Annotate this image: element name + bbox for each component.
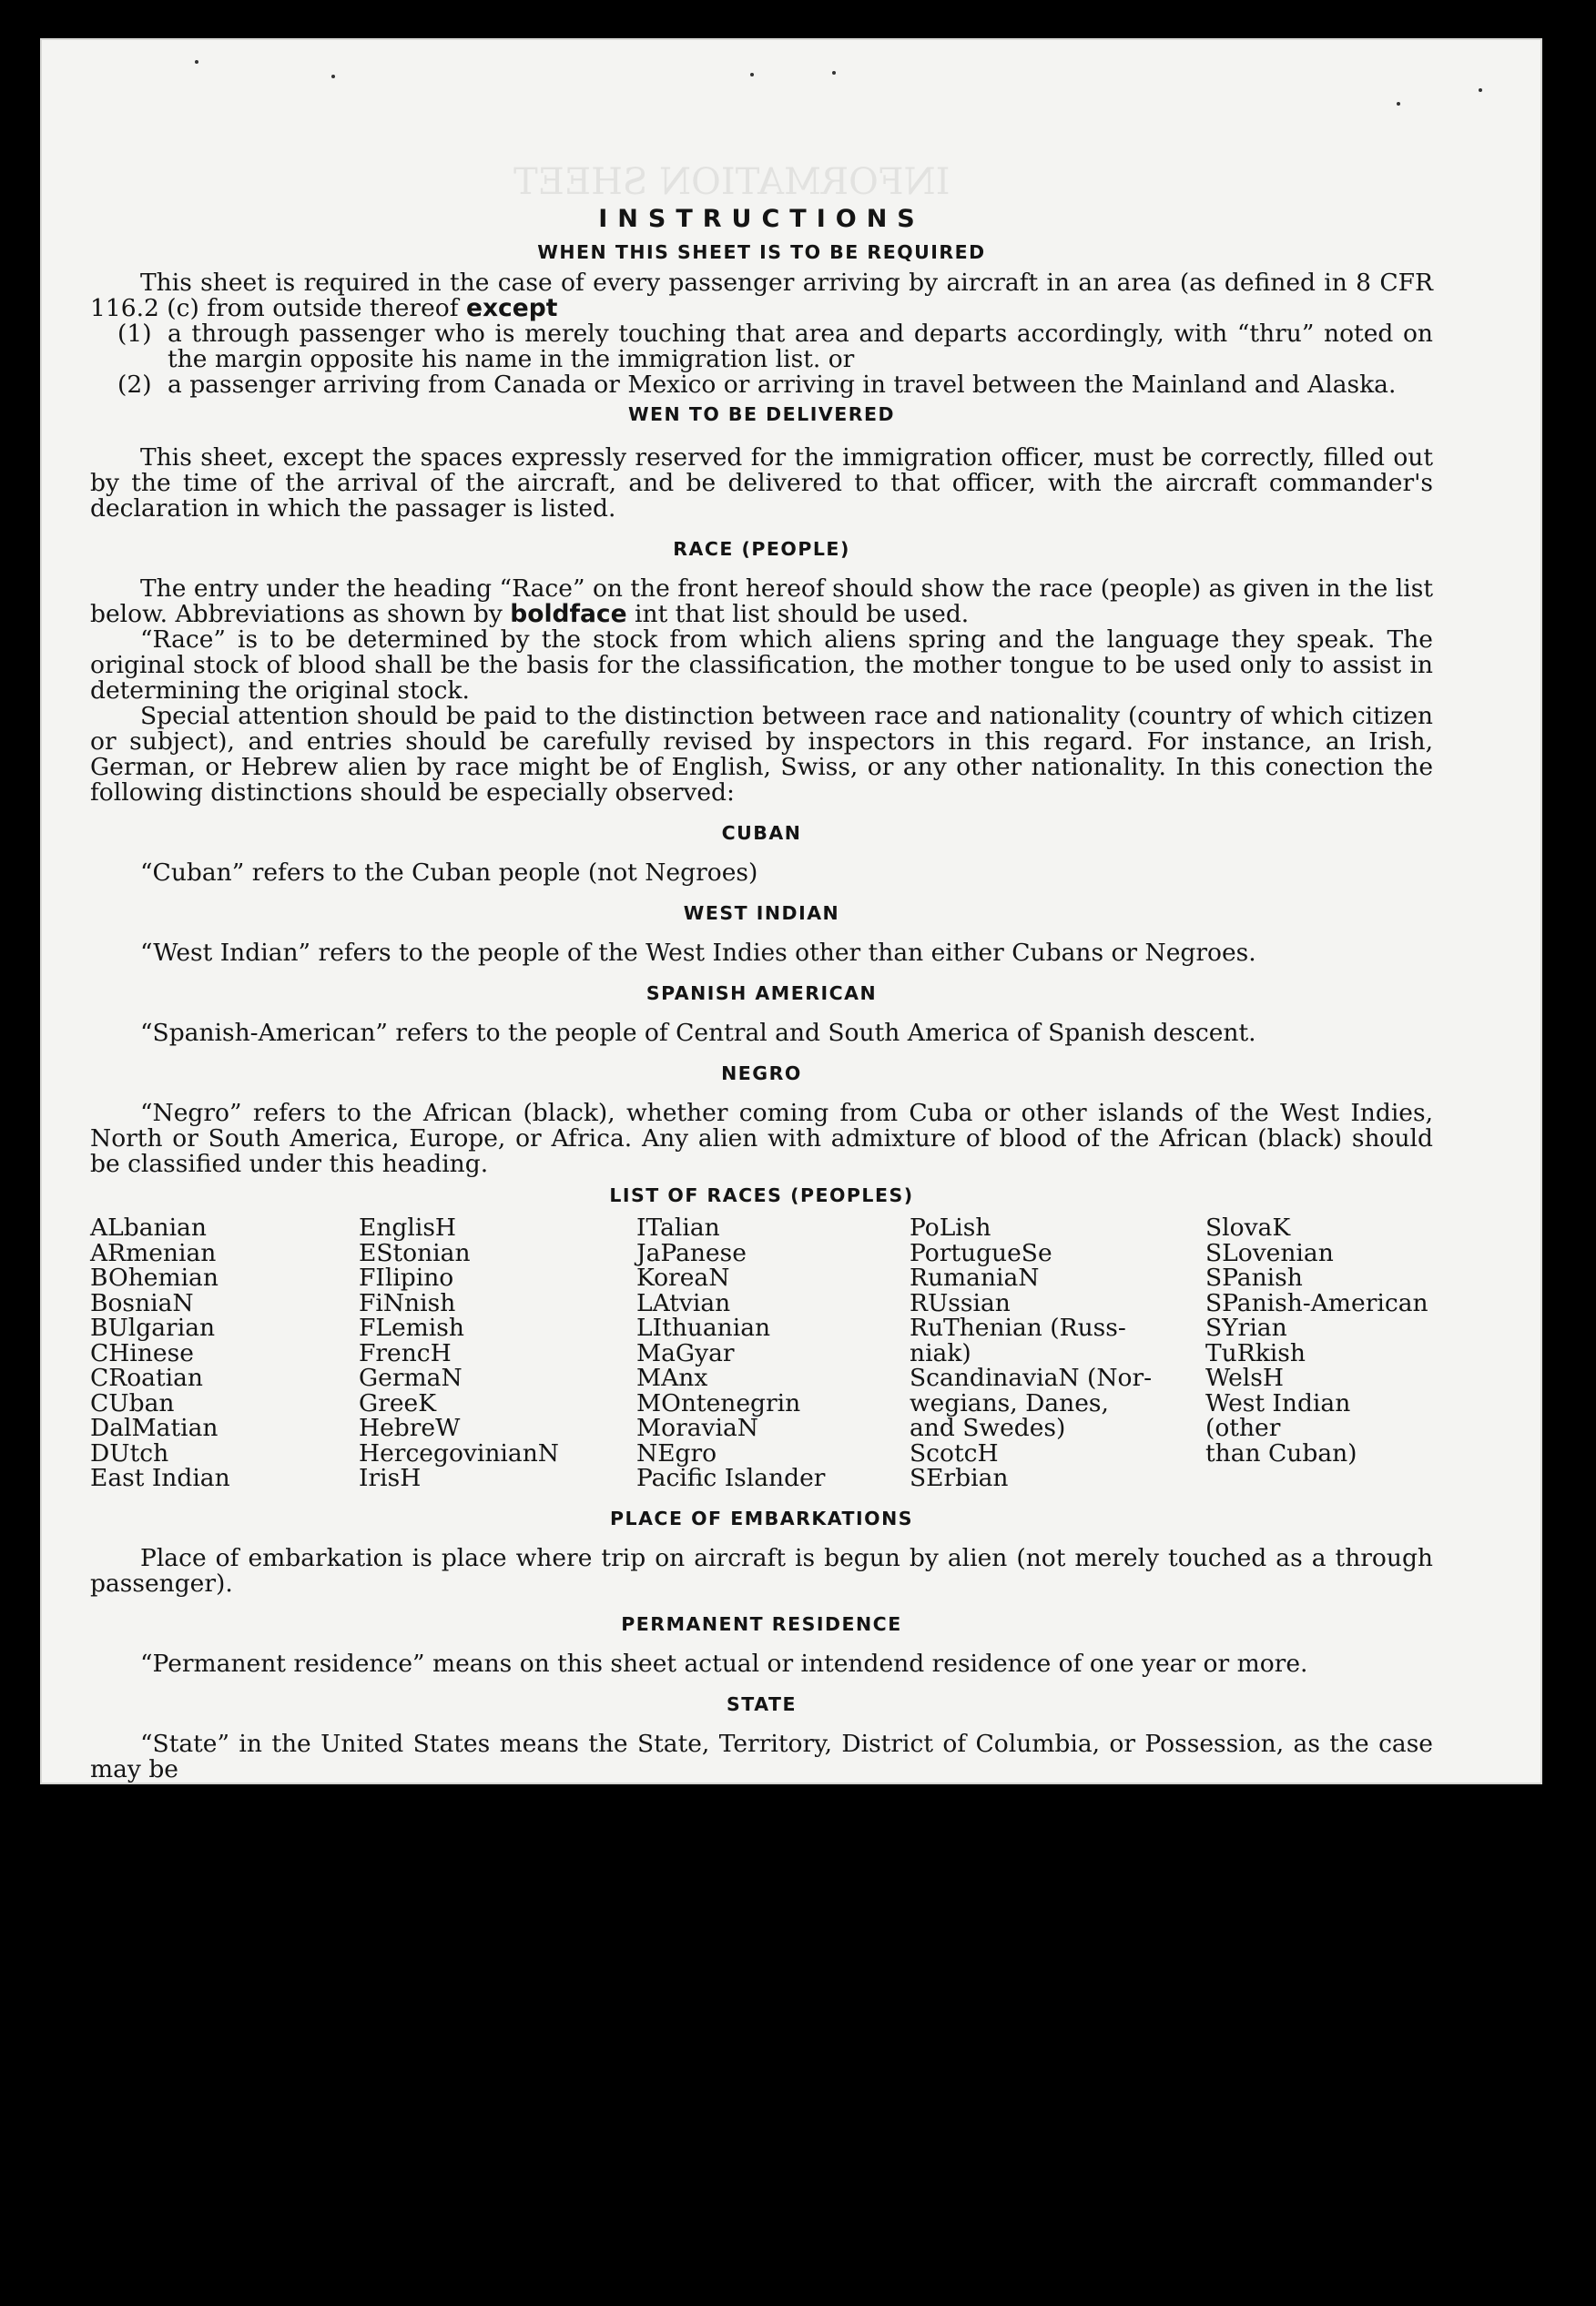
heading-state: STATE — [727, 1692, 797, 1715]
race-entry: SErbian — [910, 1464, 1009, 1492]
bleed-through-title: INFORMATION SHEET — [513, 161, 950, 203]
race-entry: LIthuanian — [636, 1314, 771, 1342]
race-entry: GreeK — [359, 1388, 436, 1417]
race-p1-text-end: int that list should be used. — [635, 600, 970, 628]
race-entry: CHinese — [90, 1338, 194, 1367]
speck — [1479, 88, 1482, 92]
races-column-2 — [359, 1215, 636, 1491]
heading-permanent-residence: PERMANENT RESIDENCE — [621, 1612, 902, 1635]
race-entry: NEgro — [636, 1438, 717, 1468]
heading-spanish-american: SPANISH AMERICAN — [646, 982, 878, 1004]
race-entry: ITalian — [636, 1214, 720, 1242]
west-indian-text: “West Indian” refers to the people of the West Indies other than either Cubans or Negroes. — [140, 939, 1256, 967]
speck — [750, 73, 754, 76]
race-entry: CUban — [90, 1388, 175, 1417]
races-column-1 — [90, 1215, 359, 1491]
races-column-5 — [1205, 1215, 1433, 1491]
required-intro-bold: except — [465, 294, 558, 322]
race-entry: EStonian — [359, 1238, 471, 1267]
race-entry: MOntenegrin — [636, 1388, 801, 1417]
heading-list-of-races: LIST OF RACES (PEOPLES) — [609, 1184, 914, 1206]
race-paragraph-3: Special attention should be paid to the distinction between race and nationality (country of which citizen or subject), and entries should be carefully revised by inspectors in this regard. For instance, an Irish, German, or Hebrew alien by race might be of English, Swiss, or any other nationality. In this conection the following distinctions should be especially observed: — [90, 702, 1433, 807]
state-text: “State” in the United States means the State, Territory, District of Columbia, or Possession, as the case may be — [90, 1729, 1433, 1783]
required-intro-text: This sheet is required in the case of every passenger arriving by aircraft in an area (as defined in 8 CFR 116.2 (c) from outside thereof — [90, 269, 1433, 322]
document-page — [40, 38, 1542, 1784]
race-entry: MoraviaN — [636, 1414, 758, 1442]
race-entry: RumaniaN — [910, 1264, 1040, 1292]
heading-race: RACE (PEOPLE) — [673, 538, 850, 560]
instructions-content — [90, 170, 1433, 1783]
race-entry: ScandinaviaN (Nor- wegians, Danes, and Swedes) — [910, 1364, 1153, 1442]
race-entry: HercegovinianN — [359, 1438, 559, 1468]
item-number: (1) — [117, 320, 152, 348]
races-table — [90, 1215, 1433, 1491]
race-entry: Pacific Islander — [636, 1464, 826, 1492]
race-entry: West Indian (other than Cuban) — [1205, 1388, 1357, 1468]
race-entry: RUssian — [910, 1288, 1011, 1317]
race-entry: TuRkish — [1205, 1338, 1306, 1367]
page-title: INSTRUCTIONS — [598, 205, 925, 233]
cuban-text: “Cuban” refers to the Cuban people (not Negroes) — [140, 858, 758, 887]
heading-negro: NEGRO — [721, 1062, 802, 1084]
speck — [331, 75, 335, 78]
speck — [1397, 102, 1400, 106]
item-number: (2) — [117, 371, 152, 399]
race-entry: SLovenian — [1205, 1238, 1334, 1267]
race-entry: PoLish — [910, 1214, 991, 1242]
race-entry: GermaN — [359, 1364, 463, 1392]
residence-text: “Permanent residence” means on this sheet actual or intendend residence of one year or more. — [140, 1649, 1308, 1678]
race-entry: FLemish — [359, 1314, 464, 1342]
race-p1-bold: boldface — [510, 600, 627, 628]
list-item — [117, 321, 1433, 372]
race-entry: MaGyar — [636, 1338, 735, 1367]
item-text: a passenger arriving from Canada or Mexico or arriving in travel between the Mainland and Alaska. — [168, 371, 1397, 399]
race-entry: LAtvian — [636, 1288, 731, 1317]
race-entry: BosniaN — [90, 1288, 194, 1317]
list-item — [117, 372, 1433, 398]
race-entry: WelsH — [1205, 1364, 1284, 1392]
race-entry: DalMatian — [90, 1414, 219, 1442]
race-entry: IrisH — [359, 1464, 422, 1492]
race-entry: SYrian — [1205, 1314, 1287, 1342]
race-entry: FrencH — [359, 1338, 452, 1367]
item-text: a through passenger who is merely touching that area and departs accordingly, with “thru” noted on the margin opposite his name in the immigration list. or — [168, 320, 1433, 373]
speck — [832, 71, 836, 75]
race-entry: EnglisH — [359, 1214, 457, 1242]
race-entry: DUtch — [90, 1438, 169, 1468]
race-entry: FiNnish — [359, 1288, 456, 1317]
race-p1-text: The entry under the heading “Race” on the front hereof should show the race (people) as given in the list below. Abbreviations as shown by — [90, 574, 1433, 628]
race-paragraph-2: “Race” is to be determined by the stock from which aliens spring and the language they speak. The original stock of blood shall be the basis for the classification, the mother tongue to be used only to assist in determining the original stock. — [90, 625, 1433, 705]
heading-when-required: WHEN THIS SHEET IS TO BE REQUIRED — [537, 241, 986, 263]
race-entry: SlovaK — [1205, 1214, 1291, 1242]
race-entry: MAnx — [636, 1364, 708, 1392]
race-entry: JaPanese — [636, 1238, 747, 1267]
race-entry: SPanish — [1205, 1264, 1303, 1292]
race-entry: BOhemian — [90, 1264, 219, 1292]
heading-west-indian: WEST INDIAN — [683, 902, 840, 924]
negro-text: “Negro” refers to the African (black), whether coming from Cuba or other islands of the West Indies, North or South America, Europe, or Africa. Any alien with admixture of blood of the African (black) should be classified under this heading. — [90, 1099, 1433, 1178]
heading-when-delivered: WEN TO BE DELIVERED — [627, 403, 896, 425]
race-paragraph-1 — [90, 576, 1433, 627]
delivered-text: This sheet, except the spaces expressly reserved for the immigration officer, must be correctly, filled out by the time of the arrival of the aircraft, and be delivered to that officer, with the aircraft commander's declaration in which the passager is listed. — [90, 443, 1433, 523]
race-entry: SPanish-American — [1205, 1288, 1428, 1317]
race-entry: BUlgarian — [90, 1314, 216, 1342]
heading-place-of-embarkation: PLACE OF EMBARKATIONS — [609, 1507, 913, 1529]
races-column-4 — [910, 1215, 1205, 1491]
race-entry: PortugueSe — [910, 1238, 1052, 1267]
required-intro — [90, 270, 1433, 321]
race-entry: ALbanian — [90, 1214, 207, 1242]
embarkation-text: Place of embarkation is place where trip on aircraft is begun by alien (not merely touched as a through passenger). — [90, 1543, 1433, 1598]
races-column-3 — [636, 1215, 910, 1491]
race-entry: CRoatian — [90, 1364, 203, 1392]
race-entry: KoreaN — [636, 1264, 730, 1292]
heading-cuban: CUBAN — [721, 822, 802, 844]
race-entry: ARmenian — [90, 1238, 217, 1267]
race-entry: RuThenian (Russ- niak) — [910, 1314, 1126, 1367]
race-entry: East Indian — [90, 1464, 230, 1492]
speck — [195, 60, 198, 64]
race-entry: FIlipino — [359, 1264, 454, 1292]
race-entry: HebreW — [359, 1414, 461, 1442]
race-entry: ScotcH — [910, 1438, 999, 1468]
spanish-american-text: “Spanish-American” refers to the people of Central and South America of Spanish descent. — [140, 1019, 1256, 1047]
